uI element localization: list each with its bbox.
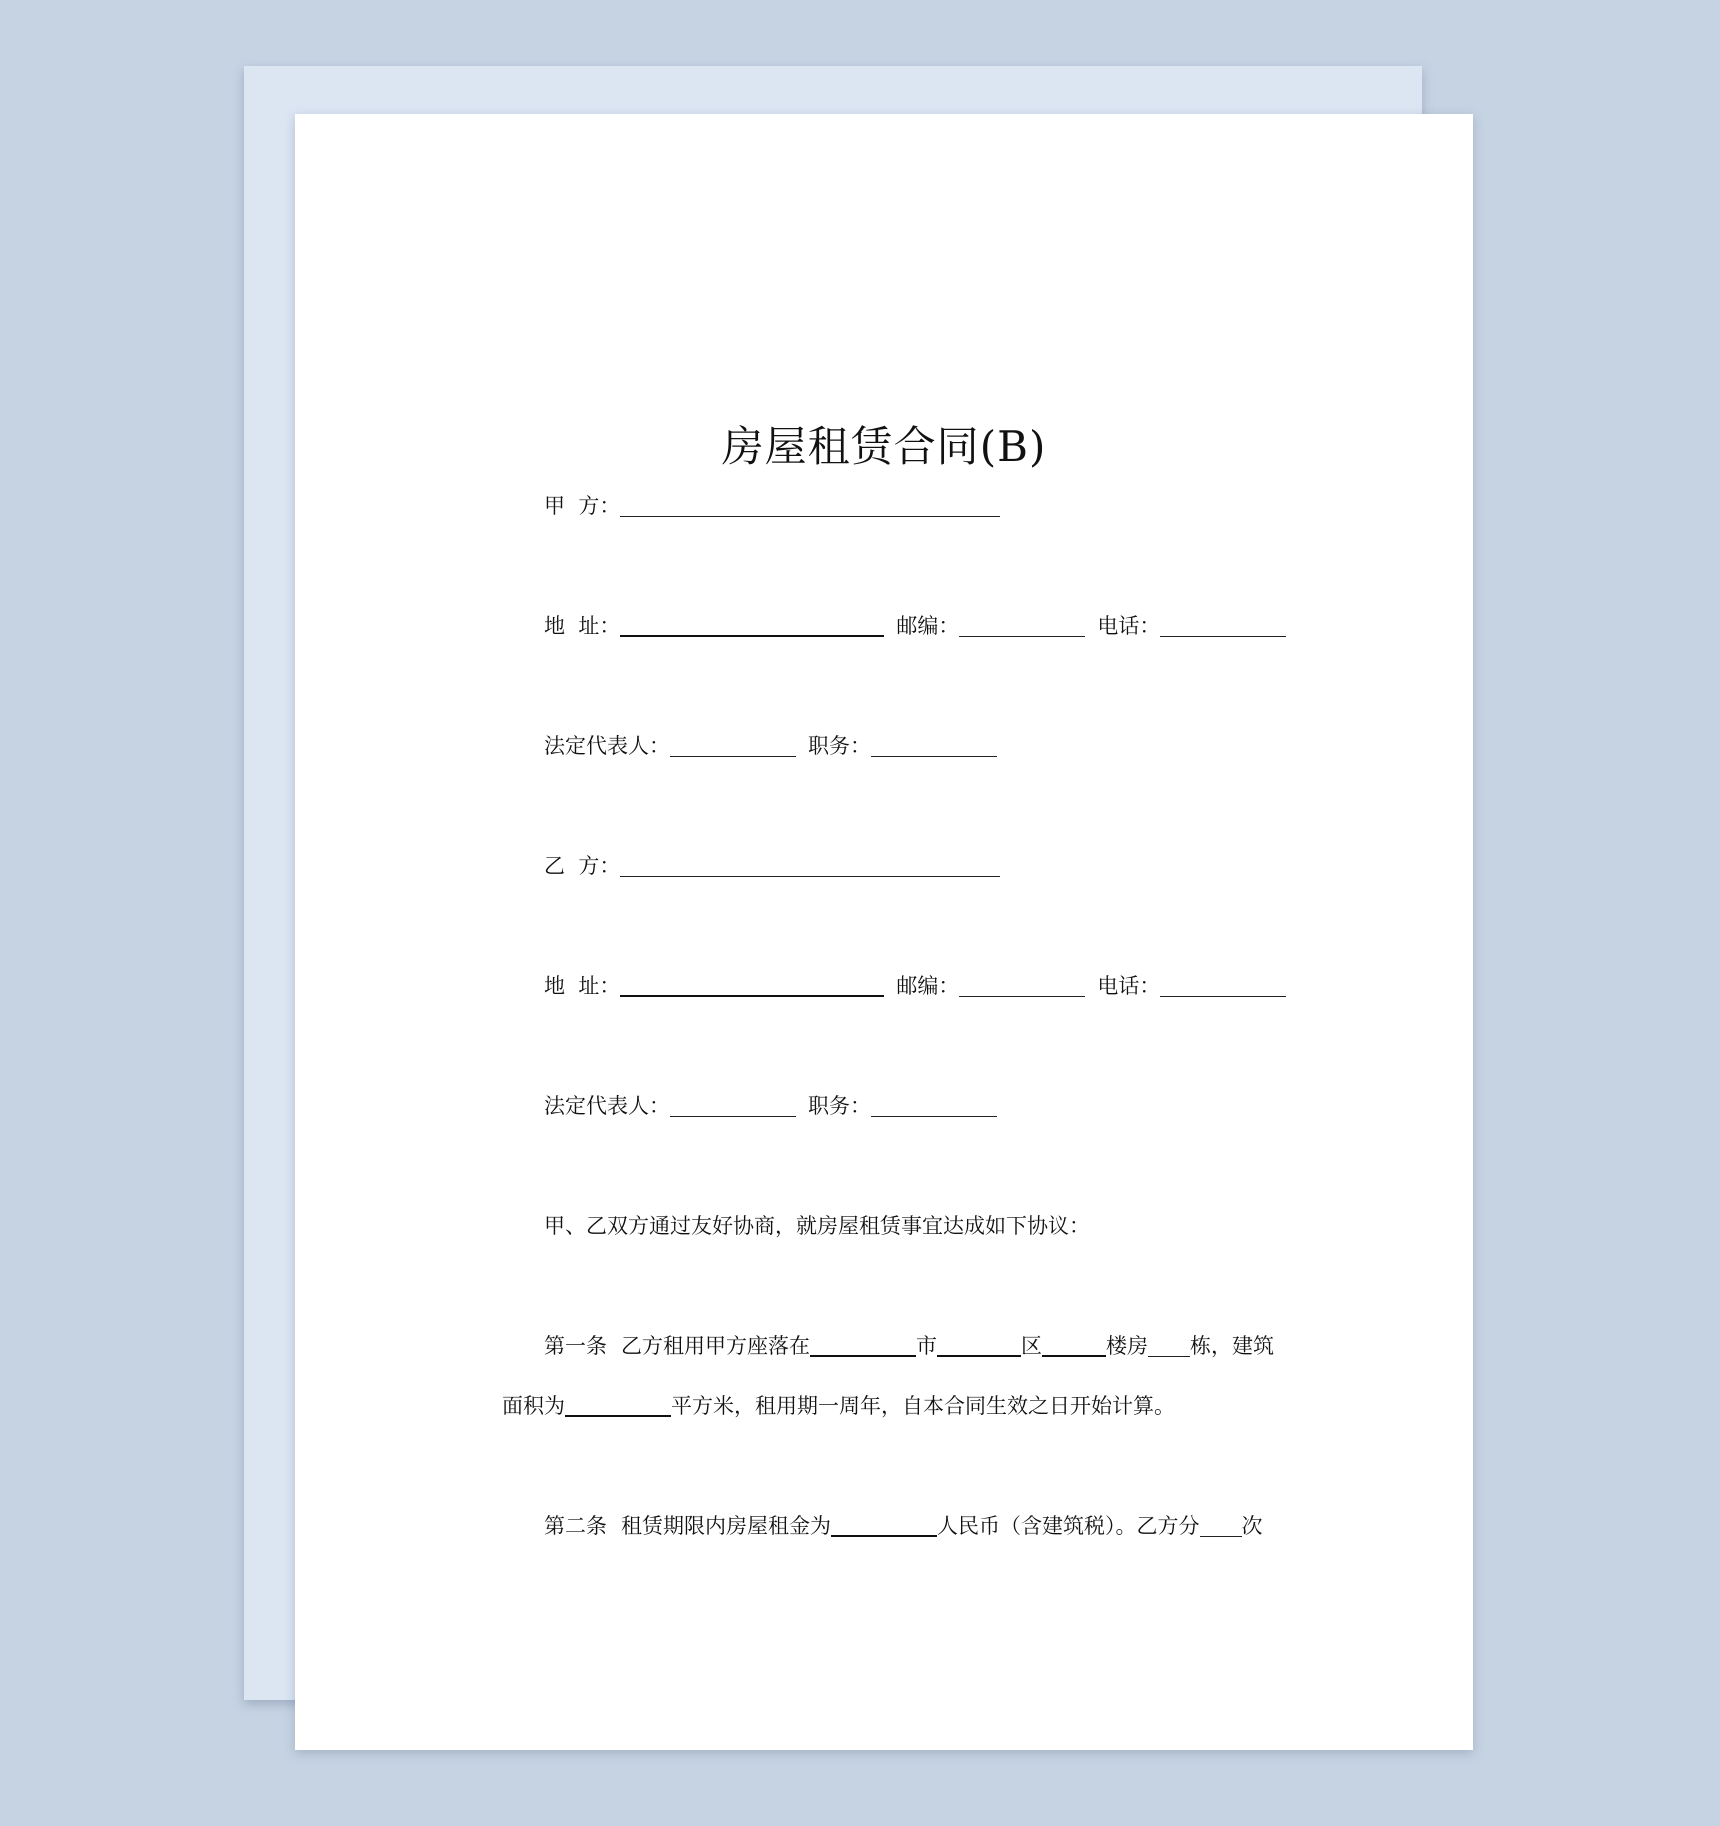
party-a-postcode-label: 邮编：	[896, 614, 960, 638]
article-1-text-5: 栋，建筑	[1190, 1334, 1274, 1358]
party-a-address-blank[interactable]	[620, 634, 884, 637]
party-b-address-line	[544, 970, 1286, 1000]
article-1-city-blank[interactable]	[810, 1354, 916, 1357]
article-1-line-2	[502, 1390, 1175, 1420]
party-b-address-blank[interactable]	[620, 994, 884, 997]
article-1-text-3: 区	[1021, 1334, 1042, 1358]
party-a-line	[544, 490, 1000, 520]
article-1-text-4: 楼房	[1106, 1334, 1148, 1358]
article-2-text-1: 租赁期限内房屋租金为	[621, 1514, 831, 1538]
party-a-position-blank[interactable]	[871, 755, 997, 757]
party-a-rep-label: 法定代表人：	[544, 734, 670, 758]
party-b-blank[interactable]	[620, 875, 1000, 877]
article-1-text-6: 面积为	[502, 1394, 565, 1418]
article-1-building-blank[interactable]	[1042, 1354, 1106, 1357]
party-a-phone-label: 电话：	[1097, 614, 1161, 638]
party-b-address-label: 地 址：	[544, 974, 621, 998]
document-title	[295, 414, 1473, 474]
party-b-phone-label: 电话：	[1097, 974, 1161, 998]
party-a-phone-blank[interactable]	[1160, 635, 1286, 637]
intro-paragraph	[544, 1210, 1090, 1240]
party-b-label: 乙 方：	[544, 854, 621, 878]
article-1-text-1: 乙方租用甲方座落在	[621, 1334, 810, 1358]
party-b-phone-blank[interactable]	[1160, 995, 1286, 997]
article-1-heading: 第一条	[544, 1334, 607, 1358]
party-b-position-label: 职务：	[808, 1094, 871, 1118]
article-2-line-1	[544, 1510, 1263, 1540]
article-2-heading: 第二条	[544, 1514, 607, 1538]
party-a-postcode-blank[interactable]	[959, 635, 1085, 637]
party-a-label: 甲 方：	[544, 494, 621, 518]
article-2-installments-blank[interactable]	[1200, 1535, 1242, 1537]
party-b-postcode-blank[interactable]	[959, 995, 1085, 997]
article-1-text-7: 平方米，租用期一周年，自本合同生效之日开始计算。	[671, 1394, 1175, 1418]
party-a-blank[interactable]	[620, 515, 1000, 517]
party-b-postcode-label: 邮编：	[896, 974, 960, 998]
party-a-position-label: 职务：	[808, 734, 871, 758]
intro-text: 甲、乙双方通过友好协商，就房屋租赁事宜达成如下协议：	[544, 1214, 1090, 1238]
document-page	[295, 114, 1473, 1750]
party-b-position-blank[interactable]	[871, 1115, 997, 1117]
article-1-text-2: 市	[916, 1334, 937, 1358]
article-1-unit-blank[interactable]	[1148, 1355, 1190, 1357]
party-a-rep-blank[interactable]	[670, 755, 796, 757]
party-b-rep-label: 法定代表人：	[544, 1094, 670, 1118]
article-1-line-1	[544, 1330, 1274, 1360]
title-text: 房屋租赁合同	[721, 422, 980, 471]
article-1-district-blank[interactable]	[937, 1354, 1021, 1357]
party-a-address-line	[544, 610, 1286, 640]
party-a-rep-line	[544, 730, 997, 760]
party-b-rep-line	[544, 1090, 997, 1120]
party-b-rep-blank[interactable]	[670, 1115, 796, 1117]
party-a-address-label: 地 址：	[544, 614, 621, 638]
article-2-rent-blank[interactable]	[831, 1534, 937, 1537]
party-b-line	[544, 850, 1000, 880]
title-suffix: (B)	[979, 422, 1047, 471]
article-2-text-3: 次	[1241, 1514, 1263, 1538]
article-2-text-2: 人民币（含建筑税）。乙方分	[937, 1514, 1200, 1538]
article-1-area-blank[interactable]	[565, 1414, 671, 1417]
